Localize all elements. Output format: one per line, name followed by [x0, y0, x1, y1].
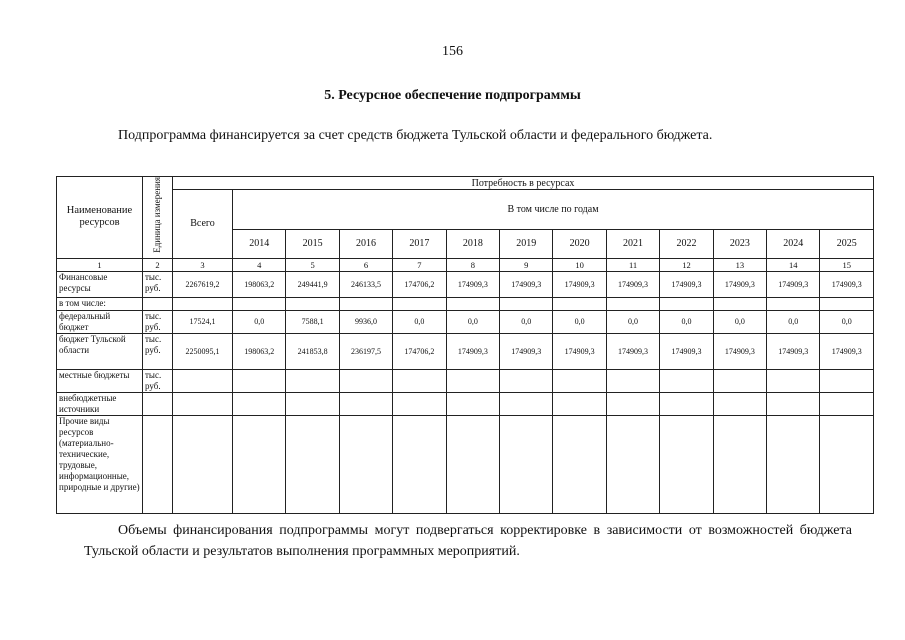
year-value-cell: [767, 297, 820, 310]
year-value-cell: [767, 392, 820, 415]
table-row: [57, 310, 874, 333]
year-value-cell: [767, 415, 820, 513]
resource-name-cell: Прочие виды ресурсов (материально-технические, трудовые, информационные, природные и другие): [57, 415, 143, 513]
year-value-cell: [713, 415, 766, 513]
column-number: 12: [660, 258, 713, 271]
year-value-cell: 0,0: [393, 310, 446, 333]
column-number: 13: [713, 258, 766, 271]
year-value-cell: [500, 392, 553, 415]
year-value-cell: [713, 297, 766, 310]
year-value-cell: 249441,9: [286, 271, 339, 297]
year-value-cell: [286, 369, 339, 392]
year-value-cell: 174909,3: [446, 333, 499, 369]
header-year: 2016: [339, 229, 392, 258]
year-value-cell: 174909,3: [606, 271, 659, 297]
year-value-cell: [660, 392, 713, 415]
year-value-cell: 174909,3: [500, 271, 553, 297]
year-value-cell: 174909,3: [820, 333, 874, 369]
year-value-cell: [446, 415, 499, 513]
year-value-cell: [286, 415, 339, 513]
year-value-cell: 198063,2: [233, 271, 286, 297]
total-cell: [173, 369, 233, 392]
year-value-cell: [606, 415, 659, 513]
year-value-cell: [393, 415, 446, 513]
table-row: [57, 415, 874, 513]
section-title: 5. Ресурсное обеспечение подпрограммы: [324, 88, 581, 103]
resource-name-cell: местные бюджеты: [57, 369, 143, 392]
table-row: [57, 297, 874, 310]
year-value-cell: 174909,3: [820, 271, 874, 297]
year-value-cell: 236197,5: [339, 333, 392, 369]
year-value-cell: 174909,3: [660, 271, 713, 297]
year-value-cell: [820, 392, 874, 415]
column-number: 5: [286, 258, 339, 271]
year-value-cell: 0,0: [606, 310, 659, 333]
page-number: 156: [442, 44, 463, 59]
year-value-cell: [233, 415, 286, 513]
year-value-cell: [553, 369, 606, 392]
year-value-cell: [233, 369, 286, 392]
year-value-cell: [660, 297, 713, 310]
year-value-cell: [500, 369, 553, 392]
year-value-cell: [553, 297, 606, 310]
year-value-cell: 7588,1: [286, 310, 339, 333]
year-value-cell: [606, 369, 659, 392]
year-value-cell: [339, 369, 392, 392]
header-need: Потребность в ресурсах: [173, 177, 874, 190]
resources-table: [56, 176, 874, 514]
year-value-cell: [660, 415, 713, 513]
year-value-cell: 0,0: [767, 310, 820, 333]
year-value-cell: 174909,3: [767, 333, 820, 369]
unit-cell: тыс. руб.: [143, 310, 173, 333]
year-value-cell: [286, 392, 339, 415]
header-year: 2015: [286, 229, 339, 258]
header-year: 2017: [393, 229, 446, 258]
year-value-cell: [820, 415, 874, 513]
header-year: 2014: [233, 229, 286, 258]
year-value-cell: 174909,3: [500, 333, 553, 369]
year-value-cell: [446, 392, 499, 415]
year-value-cell: 174909,3: [606, 333, 659, 369]
column-number: 11: [606, 258, 659, 271]
resource-name-cell: внебюджетные источники: [57, 392, 143, 415]
unit-cell: тыс. руб.: [143, 271, 173, 297]
year-value-cell: [606, 392, 659, 415]
header-year: 2021: [606, 229, 659, 258]
year-value-cell: 0,0: [446, 310, 499, 333]
resource-name-cell: федеральный бюджет: [57, 310, 143, 333]
total-cell: [173, 415, 233, 513]
table-row: [57, 392, 874, 415]
column-number: 7: [393, 258, 446, 271]
year-value-cell: [339, 415, 392, 513]
year-value-cell: [446, 369, 499, 392]
year-value-cell: [606, 297, 659, 310]
total-cell: 17524,1: [173, 310, 233, 333]
year-value-cell: 174706,2: [393, 333, 446, 369]
year-value-cell: 174706,2: [393, 271, 446, 297]
column-number: 3: [173, 258, 233, 271]
unit-cell: [143, 392, 173, 415]
unit-cell: тыс. руб.: [143, 369, 173, 392]
year-value-cell: [820, 297, 874, 310]
outro-paragraph: Объемы финансирования подпрограммы могут подвергаться корректировке в зависимости от возможностей бюджета Тульской области и результатов выполнения программных мероприятий.: [84, 523, 852, 559]
table-row: [57, 333, 874, 369]
column-number: 4: [233, 258, 286, 271]
header-including-years: В том числе по годам: [233, 190, 874, 230]
total-cell: 2250095,1: [173, 333, 233, 369]
year-value-cell: [553, 392, 606, 415]
header-year: 2025: [820, 229, 874, 258]
year-value-cell: 174909,3: [553, 271, 606, 297]
year-value-cell: [393, 392, 446, 415]
year-value-cell: 241853,8: [286, 333, 339, 369]
year-value-cell: [446, 297, 499, 310]
year-value-cell: 0,0: [500, 310, 553, 333]
total-cell: [173, 392, 233, 415]
table-row: [57, 369, 874, 392]
year-value-cell: 0,0: [233, 310, 286, 333]
header-year: 2024: [767, 229, 820, 258]
column-number: 1: [57, 258, 143, 271]
column-number: 6: [339, 258, 392, 271]
year-value-cell: [553, 415, 606, 513]
year-value-cell: 174909,3: [713, 333, 766, 369]
year-value-cell: [286, 297, 339, 310]
year-value-cell: [713, 392, 766, 415]
header-resource-name: Наименование ресурсов: [57, 177, 143, 259]
year-value-cell: 0,0: [713, 310, 766, 333]
column-number: 15: [820, 258, 874, 271]
year-value-cell: 174909,3: [553, 333, 606, 369]
year-value-cell: [767, 369, 820, 392]
year-value-cell: 174909,3: [713, 271, 766, 297]
total-cell: [173, 297, 233, 310]
year-value-cell: [233, 297, 286, 310]
header-total: Всего: [173, 190, 233, 259]
header-unit: [143, 177, 173, 259]
year-value-cell: 198063,2: [233, 333, 286, 369]
resource-name-cell: Финансовые ресурсы: [57, 271, 143, 297]
column-number: 8: [446, 258, 499, 271]
unit-cell: тыс. руб.: [143, 333, 173, 369]
intro-paragraph: Подпрограмма финансируется за счет средств бюджета Тульской области и федерального бюджета.: [118, 128, 713, 143]
year-value-cell: 246133,5: [339, 271, 392, 297]
resource-name-cell: бюджет Тульской области: [57, 333, 143, 369]
header-year: 2020: [553, 229, 606, 258]
year-value-cell: [339, 392, 392, 415]
year-value-cell: [393, 297, 446, 310]
year-value-cell: [820, 369, 874, 392]
header-year: 2018: [446, 229, 499, 258]
table-row: [57, 271, 874, 297]
year-value-cell: 0,0: [820, 310, 874, 333]
year-value-cell: 9936,0: [339, 310, 392, 333]
total-cell: 2267619,2: [173, 271, 233, 297]
year-value-cell: 0,0: [660, 310, 713, 333]
year-value-cell: [713, 369, 766, 392]
unit-cell: [143, 297, 173, 310]
column-number: 14: [767, 258, 820, 271]
unit-cell: [143, 415, 173, 513]
year-value-cell: [233, 392, 286, 415]
year-value-cell: [393, 369, 446, 392]
year-value-cell: 0,0: [553, 310, 606, 333]
year-value-cell: [339, 297, 392, 310]
column-number: 9: [500, 258, 553, 271]
year-value-cell: [660, 369, 713, 392]
header-year: 2022: [660, 229, 713, 258]
year-value-cell: [500, 297, 553, 310]
resource-name-cell: в том числе:: [57, 297, 143, 310]
header-unit-label: Единица измерения: [152, 177, 162, 253]
column-number: 10: [553, 258, 606, 271]
year-value-cell: 174909,3: [446, 271, 499, 297]
column-number: 2: [143, 258, 173, 271]
year-value-cell: 174909,3: [767, 271, 820, 297]
header-year: 2023: [713, 229, 766, 258]
year-value-cell: 174909,3: [660, 333, 713, 369]
year-value-cell: [500, 415, 553, 513]
header-year: 2019: [500, 229, 553, 258]
